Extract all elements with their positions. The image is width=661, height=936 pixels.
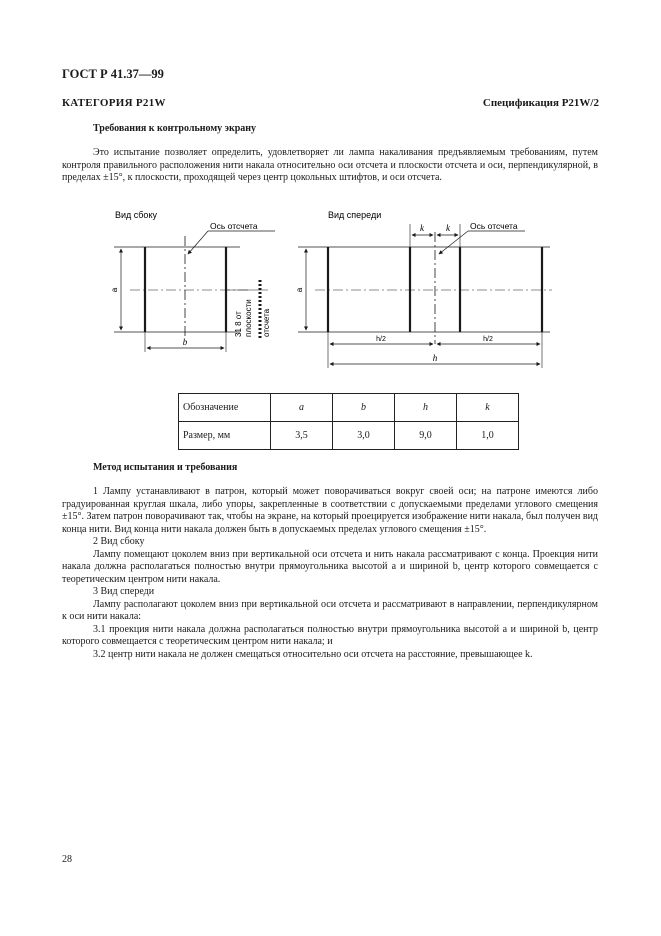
table-cell: k bbox=[457, 394, 519, 422]
table-cell: a bbox=[271, 394, 333, 422]
side-dim-a-label: a bbox=[110, 287, 119, 293]
plane-note-line-1: 31 8 от bbox=[234, 311, 243, 337]
front-axis-label: Ось отсчета bbox=[470, 221, 518, 231]
front-dim-h-label: h bbox=[432, 353, 438, 363]
method-paragraph: Лампу помещают цоколем вниз при вертикальной оси отсчета и нить накала рассматривают с конца. Проекция нити накала должна располагаться полностью внутри прямоугольника высотой a и шириной b, центр которого совмещается с теоретическим центром нити накала. bbox=[62, 548, 598, 585]
method-subheading: 3 Вид спереди bbox=[93, 586, 155, 597]
front-dim-k-left-label: k bbox=[420, 223, 424, 233]
plane-note-line-2: плоскости bbox=[244, 299, 253, 337]
page-number: 28 bbox=[62, 854, 72, 865]
front-dim-a-label: a bbox=[295, 287, 304, 293]
side-view-label: Вид сбоку bbox=[115, 210, 157, 220]
method-subheading: 2 Вид сбоку bbox=[93, 536, 145, 547]
dimensions-table bbox=[178, 393, 519, 450]
side-view-rectangle bbox=[114, 247, 240, 332]
method-section-title: Метод испытания и требования bbox=[93, 462, 238, 473]
side-dim-b-label: b bbox=[182, 337, 188, 347]
table-row bbox=[179, 422, 519, 450]
category-heading: КАТЕГОРИЯ P21W bbox=[62, 97, 166, 109]
table-cell: 9,0 bbox=[395, 422, 457, 450]
table-cell: Обозначение bbox=[179, 394, 271, 422]
front-axis-leader bbox=[439, 231, 468, 254]
table-cell: 1,0 bbox=[457, 422, 519, 450]
plane-note-line-3: отсчета bbox=[262, 308, 271, 337]
screen-requirements-title: Требования к контрольному экрану bbox=[93, 123, 257, 134]
table-cell: b bbox=[333, 394, 395, 422]
front-view-rectangle bbox=[298, 247, 550, 332]
method-text bbox=[62, 486, 598, 661]
front-dim-h-half-left-label: h/2 bbox=[376, 336, 386, 343]
table-cell: h bbox=[395, 394, 457, 422]
table-cell: Размер, мм bbox=[179, 422, 271, 450]
table-cell: 3,5 bbox=[271, 422, 333, 450]
side-axis-label: Ось отсчета bbox=[210, 221, 258, 231]
method-paragraph: 1 Лампу устанавливают в патрон, который может поворачиваться вокруг своей оси; на патроне имеются либо градуированная круглая шкала, либо упоры, закрепленные в соответствии с допускаемыми пределами углового смещения ±15°. Затем патрон поворачивают так, чтобы на экране, на который проецируется изображение нити накала, был получен вид конца нити. Вид конца нити накала должен быть в допускаемых пределах углового смещения ±15°. bbox=[62, 486, 599, 535]
method-paragraph: 3.2 центр нити накала не должен смещаться относительно оси отсчета на расстояние, превышающее k. bbox=[93, 648, 533, 660]
table-cell: 3,0 bbox=[333, 422, 395, 450]
method-paragraph: 3.1 проекция нити накала должна располагаться полностью внутри прямоугольника высотой a и шириной b, центр которого совмещается с теоретическим центром нити накала; и bbox=[62, 623, 598, 647]
table-row bbox=[179, 394, 519, 422]
specification-heading: Спецификация P21W/2 bbox=[482, 97, 599, 109]
side-axis-leader bbox=[188, 231, 208, 254]
screen-intro-paragraph: Это испытание позволяет определить, удовлетворяет ли лампа накаливания предъявляемым требованиям, путем контроля правильного расположения нити накала относительно оси отсчета и плоскости отсчета и оси, перпендикулярной, в пределах ±15°, к плоскости, проходящей через центр цокольных штифтов, и оси отсчета. bbox=[62, 147, 598, 183]
front-view-label: Вид спереди bbox=[328, 210, 382, 220]
front-dim-k-right-label: k bbox=[446, 223, 450, 233]
document-code: ГОСТ Р 41.37—99 bbox=[62, 67, 164, 81]
method-paragraph: Лампу располагают цоколем вниз при вертикальной оси отсчета и рассматривают в направлении, перпендикулярном к оси нити накала: bbox=[62, 598, 598, 622]
front-dim-h-half-right-label: h/2 bbox=[483, 336, 493, 343]
filament-diagram bbox=[100, 204, 560, 376]
